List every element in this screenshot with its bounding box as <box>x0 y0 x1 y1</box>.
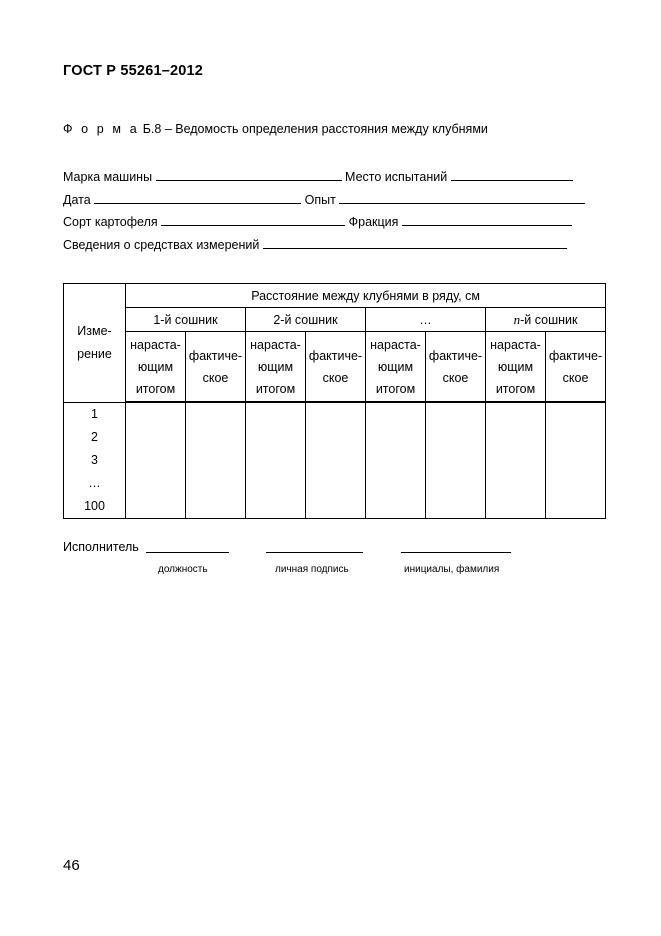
measurement-table <box>63 283 606 519</box>
sub-header-actual <box>546 332 606 403</box>
row-number-column <box>64 402 126 518</box>
signature-row <box>63 540 139 554</box>
experiment-blank <box>339 192 585 204</box>
row-number: … <box>88 475 101 490</box>
personal-signature-caption: личная подпись <box>275 564 349 575</box>
sub-header-cumulative <box>246 332 306 403</box>
sub-cumulative-line-2: ющим <box>257 359 294 374</box>
sub-cumulative-line-2: ющим <box>137 359 174 374</box>
group-header-2: 2-й сошник <box>246 308 366 332</box>
test-place-label: Место испытаний <box>345 170 448 184</box>
sub-actual-line-2: ское <box>202 370 229 385</box>
group-header-n-var: n <box>513 311 521 327</box>
potato-variety-label: Сорт картофеля <box>63 215 158 229</box>
experiment-label: Опыт <box>304 193 336 207</box>
sub-actual-line-2: ское <box>322 370 349 385</box>
sub-cumulative-line-3: итогом <box>135 381 176 396</box>
date-blank <box>94 192 301 204</box>
data-cell <box>366 402 426 518</box>
initials-blank <box>401 552 511 553</box>
fraction-label: Фракция <box>348 215 399 229</box>
sub-actual-line-1: фактиче- <box>188 348 243 363</box>
row-number: 100 <box>84 498 105 513</box>
machine-brand-label: Марка машины <box>63 170 153 184</box>
sub-header-cumulative <box>486 332 546 403</box>
sub-actual-line-1: фактиче- <box>548 348 603 363</box>
field-row-instruments <box>63 237 567 252</box>
sub-cumulative-line-2: ющим <box>497 359 534 374</box>
measurement-header-line-1: Изме- <box>77 323 112 338</box>
instruments-label: Сведения о средствах измерений <box>63 238 260 252</box>
group-header-1: 1-й сошник <box>126 308 246 332</box>
distance-super-header: Расстояние между клубнями в ряду, см <box>126 284 606 308</box>
sub-actual-line-2: ское <box>442 370 469 385</box>
machine-brand-blank <box>156 169 342 181</box>
sub-header-actual <box>426 332 486 403</box>
row-number: 2 <box>91 429 98 444</box>
data-cell <box>426 402 486 518</box>
measurement-header-line-2: рение <box>77 346 112 361</box>
sub-header-cumulative <box>126 332 186 403</box>
sub-cumulative-line-1: нараста- <box>370 337 421 352</box>
test-place-blank <box>451 169 573 181</box>
position-blank <box>146 552 229 553</box>
sub-actual-line-1: фактиче- <box>308 348 363 363</box>
instruments-blank <box>263 237 567 249</box>
form-title-text: Б.8 – Ведомость определения расстояния между клубнями <box>139 122 488 136</box>
date-label: Дата <box>63 193 91 207</box>
data-cell <box>306 402 366 518</box>
data-cell <box>546 402 606 518</box>
field-row-date <box>63 192 585 207</box>
executor-label: Исполнитель <box>63 540 139 554</box>
fraction-blank <box>402 214 572 226</box>
sub-actual-line-1: фактиче- <box>428 348 483 363</box>
initials-surname-caption: инициалы, фамилия <box>404 564 500 575</box>
measurement-header <box>64 284 126 403</box>
sub-header-actual <box>186 332 246 403</box>
signature-blank <box>266 552 363 553</box>
sub-cumulative-line-3: итогом <box>255 381 296 396</box>
sub-cumulative-line-3: итогом <box>375 381 416 396</box>
form-title-prefix: Ф о р м а <box>63 122 140 136</box>
row-number: 3 <box>91 452 98 467</box>
potato-variety-blank <box>161 214 345 226</box>
sub-cumulative-line-1: нараста- <box>130 337 181 352</box>
data-cell <box>246 402 306 518</box>
group-header-n <box>486 308 606 332</box>
data-cell <box>486 402 546 518</box>
form-title <box>63 122 488 136</box>
field-row-machine <box>63 169 573 184</box>
page-number: 46 <box>63 857 80 874</box>
data-cell <box>126 402 186 518</box>
position-caption: должность <box>158 564 208 575</box>
sub-cumulative-line-3: итогом <box>495 381 536 396</box>
sub-header-cumulative <box>366 332 426 403</box>
sub-cumulative-line-2: ющим <box>377 359 414 374</box>
sub-cumulative-line-1: нараста- <box>250 337 301 352</box>
field-row-variety <box>63 214 572 229</box>
row-number: 1 <box>91 406 98 421</box>
sub-cumulative-line-1: нараста- <box>490 337 541 352</box>
standard-header: ГОСТ Р 55261–2012 <box>63 63 204 79</box>
sub-actual-line-2: ское <box>562 370 589 385</box>
data-cell <box>186 402 246 518</box>
group-header-n-label: -й сошник <box>520 312 578 327</box>
sub-header-actual <box>306 332 366 403</box>
group-header-ellipsis: … <box>366 308 486 332</box>
